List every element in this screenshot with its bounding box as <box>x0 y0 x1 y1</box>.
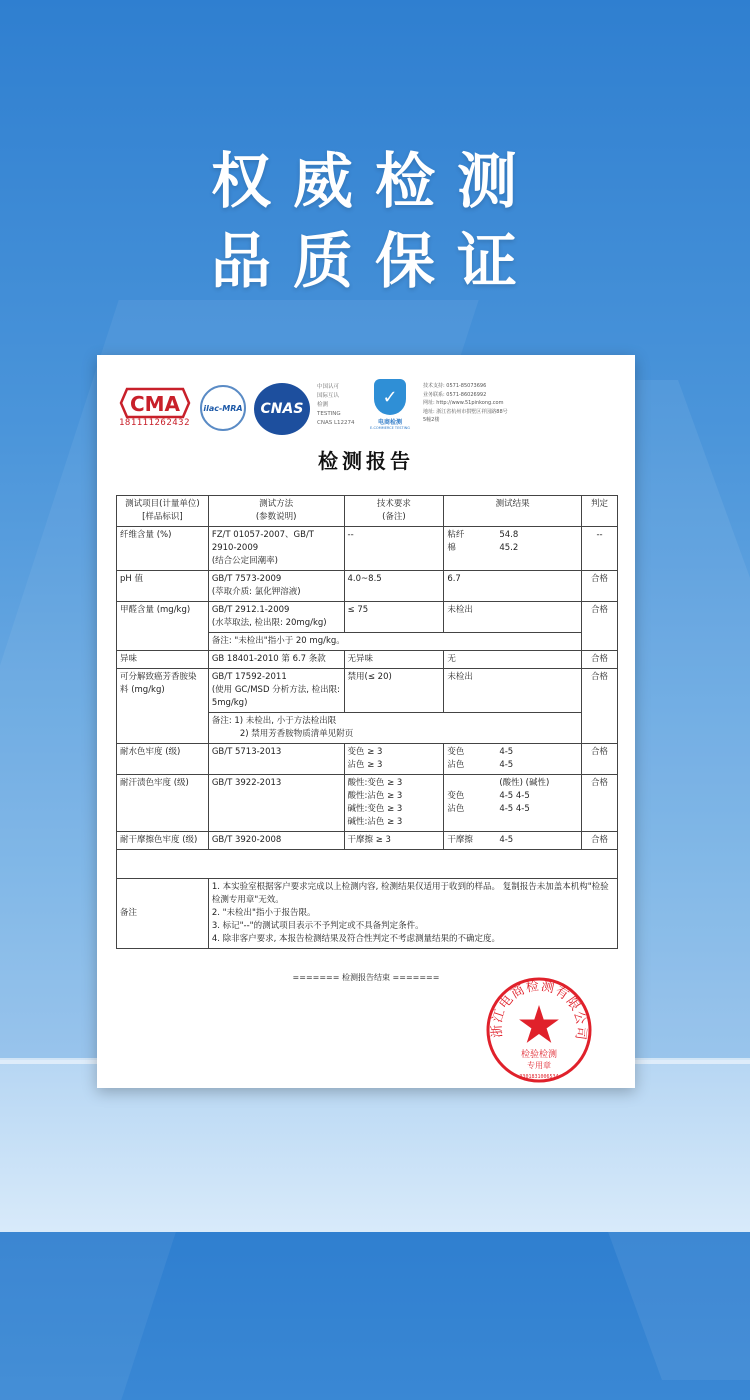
method-cell: GB/T 17592-2011 (使用 GC/MSD 分析方法, 检出限: 5mg/kg) <box>208 669 344 713</box>
judgement-cell: 合格 <box>582 832 618 850</box>
table-row <box>117 571 618 602</box>
cma-number: 181111262432 <box>119 418 191 428</box>
ecommerce-testing-logo <box>360 379 420 439</box>
contact-line: 业务联系: 0571-86026992 <box>423 391 487 398</box>
table-row <box>117 775 618 832</box>
item-cell: 耐水色牢度 (级) <box>117 744 209 775</box>
item-cell: pH 值 <box>117 571 209 602</box>
judgement-cell: 合格 <box>582 744 618 775</box>
header-method: 测试方法 (参数说明) <box>208 496 344 527</box>
requirement-cell: -- <box>344 527 444 571</box>
method-cell: GB/T 3922-2013 <box>208 775 344 832</box>
method-cell: GB/T 5713-2013 <box>208 744 344 775</box>
result-cell: 变色 4-5 沾色 4-5 <box>444 744 582 775</box>
table-row <box>117 832 618 850</box>
item-cell: 纤维含量 (%) <box>117 527 209 571</box>
headline-quality: 品质保证 <box>211 227 539 297</box>
remarks-row <box>117 879 618 949</box>
result-cell: 未检出 <box>444 669 582 713</box>
contact-line: 技术支持: 0571-85073696 <box>423 383 487 389</box>
judgement-cell: 合格 <box>582 669 618 744</box>
judgement-cell: 合格 <box>582 602 618 651</box>
method-cell: GB 18401-2010 第 6.7 条款 <box>208 651 344 669</box>
cert-line: CNAS L12274 <box>317 420 355 426</box>
judgement-cell: 合格 <box>582 775 618 832</box>
remark-item: 4. 除非客户要求, 本报告检测结果及符合性判定不考虑测量结果的不确定度。 <box>211 934 501 944</box>
contact-line: 5幢2楼 <box>423 417 440 423</box>
item-cell: 可分解致癌芳香胺染料 (mg/kg) <box>117 669 209 744</box>
contact-line: 网址: http://www.51pinkong.com <box>423 400 504 406</box>
seal-center-line2: 专用章 <box>527 1061 551 1070</box>
result-cell: 6.7 <box>444 571 582 602</box>
ecom-label: 电商检测 <box>377 419 402 426</box>
table-row <box>117 669 618 713</box>
requirement-cell: 无异味 <box>344 651 444 669</box>
report-title: 检测报告 <box>318 449 414 473</box>
test-report-sheet <box>97 355 635 1088</box>
judgement-cell: 合格 <box>582 571 618 602</box>
judgement-cell: -- <box>582 527 618 571</box>
ilac-mra-text: ilac-MRA <box>203 403 243 413</box>
method-cell: GB/T 2912.1-2009 (水萃取法, 检出限: 20mg/kg) <box>208 602 344 633</box>
report-end-line: ======= 检测报告结束 ======= <box>292 973 440 982</box>
remark-item: 3. 标记"--"的测试项目表示不予判定或不具备判定条件。 <box>211 921 424 931</box>
table-header-row <box>117 496 618 527</box>
result-cell: 无 <box>444 651 582 669</box>
table-row <box>117 744 618 775</box>
header-judgement: 判定 <box>582 496 618 527</box>
cert-line: 中国认可 <box>317 384 340 390</box>
remark-item: 2. "未检出"指小于报告限。 <box>211 908 316 918</box>
table-row <box>117 602 618 633</box>
seal-center-line1: 检验检测 <box>520 1050 558 1060</box>
result-cell: 干摩擦 4-5 <box>444 832 582 850</box>
contact-info <box>423 382 508 425</box>
header-requirement: 技术要求 (备注) <box>344 496 444 527</box>
headline-authority: 权威检测 <box>211 147 539 217</box>
requirement-cell: 干摩擦 ≥ 3 <box>344 832 444 850</box>
requirement-cell: 酸性:变色 ≥ 3 酸性:沾色 ≥ 3 碱性:变色 ≥ 3 碱性:沾色 ≥ 3 <box>344 775 444 832</box>
table-row <box>117 651 618 669</box>
requirement-cell: 4.0~8.5 <box>344 571 444 602</box>
check-shield-icon: ✓ <box>374 379 406 415</box>
item-cell: 耐干摩擦色牢度 (级) <box>117 832 209 850</box>
requirement-cell: 变色 ≥ 3 沾色 ≥ 3 <box>344 744 444 775</box>
ecom-sub: E-COMMERCE TESTING <box>369 426 411 430</box>
cnas-text: CNAS <box>260 401 304 417</box>
header-item: 测试项目(计量单位) [样品标识] <box>117 496 209 527</box>
requirement-cell: 禁用(≤ 20) <box>344 669 444 713</box>
remarks-label: 备注 <box>117 879 209 949</box>
contact-line: 地址: 浙江省杭州市拱墅区祥园路88号 <box>423 408 508 415</box>
seal-ring-text: 浙江电商检测有限公司 <box>489 978 589 1042</box>
empty-cell <box>117 850 618 879</box>
method-cell: GB/T 3920-2008 <box>208 832 344 850</box>
accreditation-text <box>317 383 355 428</box>
result-cell: 粘纤 54.8 棉 45.2 <box>444 527 582 571</box>
cert-line: TESTING <box>317 411 341 417</box>
item-cell: 耐汗渍色牢度 (级) <box>117 775 209 832</box>
seal-number: 3301831006534 <box>519 1074 559 1080</box>
cma-logo <box>119 385 191 437</box>
table-empty-row <box>117 850 618 879</box>
header-result: 测试结果 <box>444 496 582 527</box>
result-cell: 未检出 <box>444 602 582 633</box>
remark-item: 1. 本实验室根据客户要求完成以上检测内容, 检测结果仅适用于收到的样品。 复制报告未加盖本机构"检验检测专用章"无效。 <box>211 882 609 905</box>
requirement-cell: ≤ 75 <box>344 602 444 633</box>
method-cell: GB/T 7573-2009 (萃取介质: 氯化钾溶液) <box>208 571 344 602</box>
remarks-cell <box>208 879 617 949</box>
official-seal <box>484 975 594 1085</box>
report-table <box>116 495 618 949</box>
method-cell: FZ/T 01057-2007、GB/T 2910-2009 (结合公定回潮率) <box>208 527 344 571</box>
ilac-mra-logo <box>200 385 246 431</box>
item-cell: 异味 <box>117 651 209 669</box>
cnas-logo <box>254 383 310 435</box>
cert-line: 国际互认 <box>317 393 340 399</box>
cert-line: 检测 <box>317 402 329 408</box>
cma-logo-text: CMA <box>129 392 181 416</box>
result-cell: (酸性) (碱性) 变色 4-5 4-5 沾色 4-5 4-5 <box>444 775 582 832</box>
note-cell: 备注: 1) 未检出, 小于方法检出限 2) 禁用芳香胺物质清单见附页 <box>208 713 581 744</box>
table-row <box>117 527 618 571</box>
item-cell: 甲醛含量 (mg/kg) <box>117 602 209 651</box>
seal-star-icon <box>519 1005 559 1043</box>
judgement-cell: 合格 <box>582 651 618 669</box>
note-cell: 备注: "未检出"指小于 20 mg/kg。 <box>208 633 581 651</box>
